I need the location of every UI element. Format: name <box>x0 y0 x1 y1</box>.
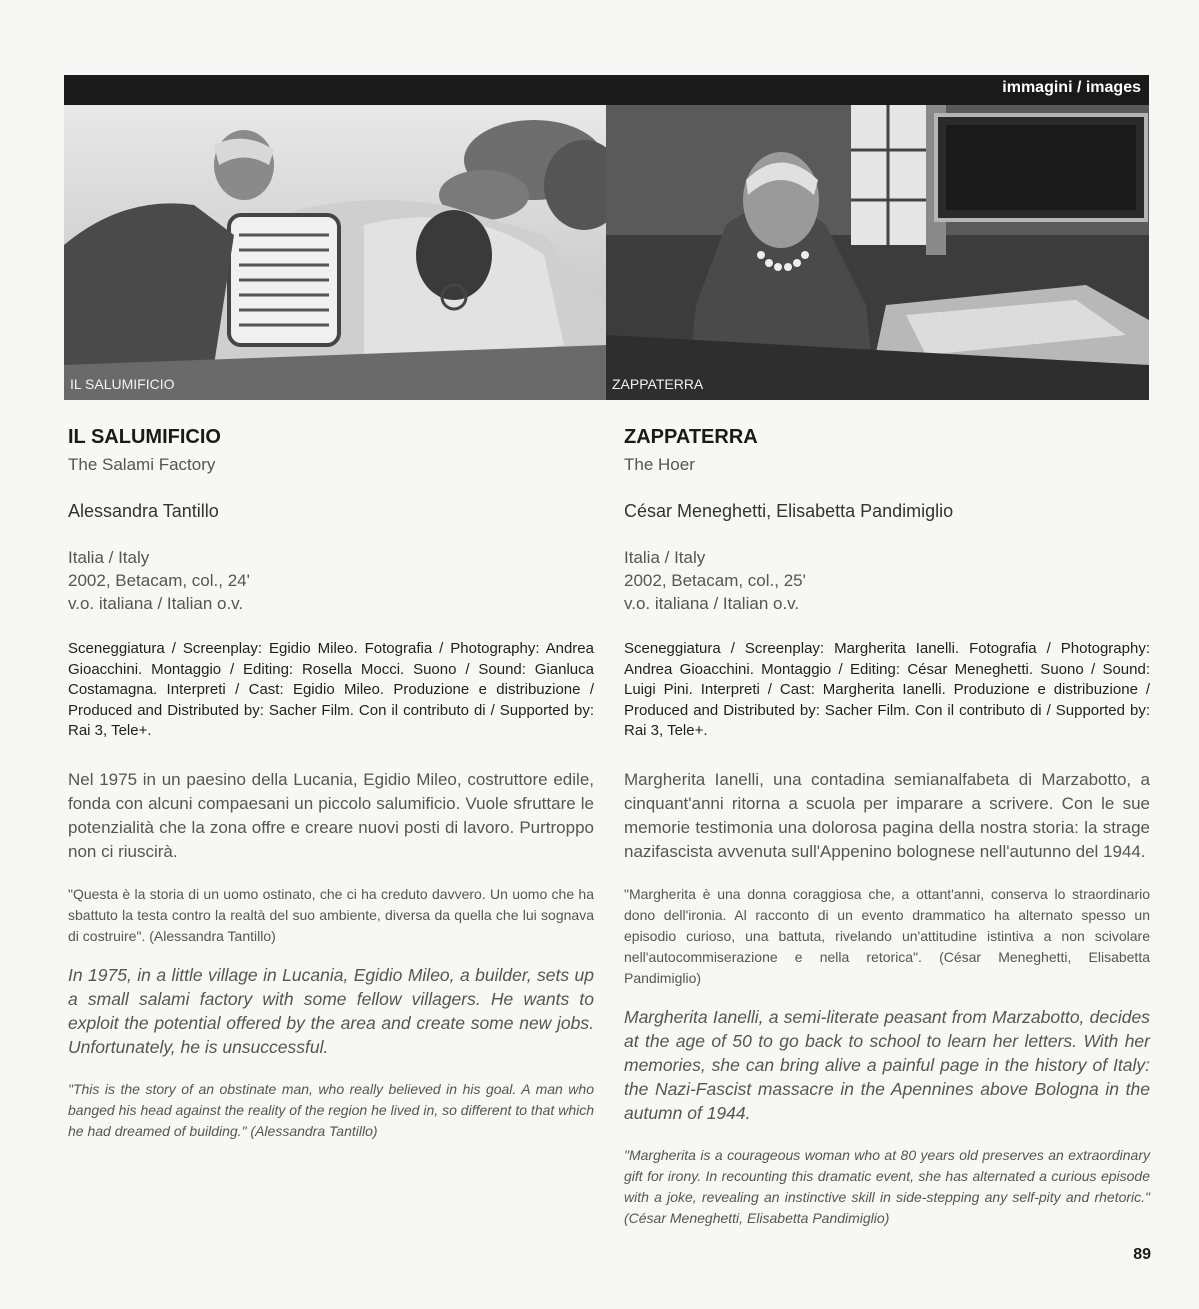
still-image-zappaterra <box>606 105 1149 400</box>
page-number: 89 <box>1133 1246 1151 1263</box>
film-title: ZAPPATERRA <box>624 426 758 448</box>
film-synopsis-it: Nel 1975 in un paesino della Lucania, Egidio Mileo, costruttore edile, fonda con alcuni compaesani un piccolo salumificio. Vuole sfruttare le potenzialità che la zona offre e creare nuovi posti di lavoro. Purtroppo non ci riuscirà. <box>68 769 594 861</box>
film-country: Italia / Italy <box>624 548 706 567</box>
film-quote-en: "This is the story of an obstinate man, who really believed in his goal. A man who banged his head against the reality of the region he lived in, so different to that which he had dreamed of building." (Alessandra Tantillo) <box>68 1080 594 1139</box>
film-entry-salumificio <box>68 426 594 1142</box>
film-director: Alessandra Tantillo <box>68 501 219 521</box>
film-director: César Meneghetti, Elisabetta Pandimiglio <box>624 501 954 521</box>
photo-caption-zappaterra: ZAPPATERRA <box>612 376 704 392</box>
film-format: 2002, Betacam, col., 25' <box>624 571 806 590</box>
film-synopsis-it: Margherita Ianelli, una contadina semianalfabeta di Marzabotto, a cinquant'anni ritorna a scuola per imparare a scrivere. Con le sue memorie testimonia una dolorosa pagina della nostra storia: la strage nazifascista avvenuta sull'Appenino bolognese nell'autunno del 1944. <box>624 769 1150 861</box>
section-label: immagini / images <box>1002 79 1141 96</box>
film-country: Italia / Italy <box>68 548 150 567</box>
film-language: v.o. italiana / Italian o.v. <box>68 594 244 613</box>
film-meta <box>68 546 594 615</box>
film-language: v.o. italiana / Italian o.v. <box>624 594 800 613</box>
photo-il-salumificio <box>64 105 606 400</box>
film-credits: Sceneggiatura / Screenplay: Egidio Mileo. Fotografia / Photography: Andrea Gioacchini. Montaggio / Editing: Rosella Mocci. Suono / Sound: Gianluca Costamagna. Interpreti / Cast: Egidio Mileo. Produzione e distribuzione / Produced and Distributed by: Sacher Film. Con il contributo di / Supported by: Rai 3, Tele+. <box>68 640 594 739</box>
film-quote-it: "Margherita è una donna coraggiosa che, a ottant'anni, conserva lo straordinario dono dell'ironia. Al racconto di un evento drammatico ha alternato spesso un episodio curioso, una battuta, rivelando un'attitudine istintiva a non scivolare nell'autocommiserazione e nella retorica". (César Meneghetti, Elisabetta Pandimiglio) <box>624 885 1150 986</box>
film-title: IL SALUMIFICIO <box>68 426 221 448</box>
film-entry-zappaterra <box>624 426 1150 1229</box>
film-credits: Sceneggiatura / Screenplay: Margherita Ianelli. Fotografia / Photography: Andrea Gioacchini. Montaggio / Editing: César Meneghetti. Suono / Sound: Luigi Pini. Interpreti / Cast: Margherita Ianelli. Produzione e distribuzione / Produced and Distributed by: Sacher Film. Con il contributo di / Supported by: Rai 3, Tele+. <box>624 640 1150 739</box>
film-quote-it: "Questa è la storia di un uomo ostinato, che ci ha creduto davvero. Un uomo che ha sbattuto la testa contro la realtà del suo ambiente, diversa da quella che lui sognava di costruire". (Alessandra Tantillo) <box>68 885 594 944</box>
film-synopsis-en: In 1975, in a little village in Lucania, Egidio Mileo, a builder, sets up a small salami factory with some fellow villagers. He wants to exploit the potential offered by the area and create some new jobs. Unfortunately, he is unsuccessful. <box>68 964 594 1057</box>
film-format: 2002, Betacam, col., 24' <box>68 571 250 590</box>
film-subtitle: The Salami Factory <box>68 455 216 474</box>
film-meta <box>624 546 1150 615</box>
film-synopsis-en: Margherita Ianelli, a semi-literate peasant from Marzabotto, decides at the age of 50 to go back to school to learn her letters. With her memories, she can bring alive a painful page in the history of Italy: the Nazi-Fascist massacre in the Apennines above Bologna in the autumn of 1944. <box>624 1006 1150 1123</box>
images-header-band <box>64 75 1149 105</box>
still-image-salumificio <box>64 105 606 400</box>
photo-zappaterra <box>606 105 1149 400</box>
film-subtitle: The Hoer <box>624 455 695 474</box>
photo-caption-salumificio: IL SALUMIFICIO <box>70 376 175 392</box>
film-quote-en: "Margherita is a courageous woman who at 80 years old preserves an extraordinary gift for irony. In recounting this dramatic event, she has alternated a curious episode with a joke, revealing an instinctive skill in side-stepping any self-pity and rhetoric." (César Meneghetti, Elisabetta Pandimiglio) <box>624 1146 1150 1226</box>
